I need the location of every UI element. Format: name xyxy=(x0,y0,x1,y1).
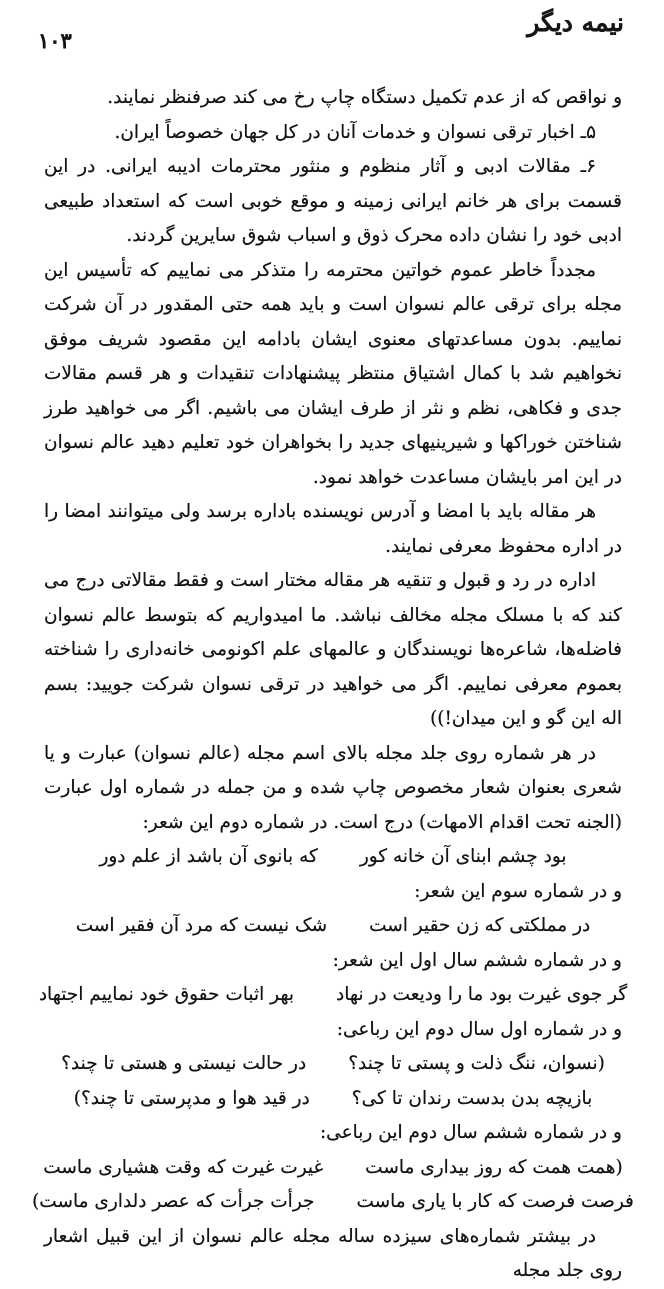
hemistich: فرصت فرصت که کار با یاری ماست xyxy=(356,1191,634,1212)
document-body xyxy=(0,53,664,1289)
verse-block xyxy=(38,978,628,1013)
paragraph: و در شماره ششم سال اول این شعر: xyxy=(332,949,622,971)
paragraph: ۵ـ اخبار ترقی نسوان و خدمات آنان در کل جهان خصوصاً ایران. xyxy=(114,121,596,143)
paragraph: و در شماره اول سال دوم این رباعی: xyxy=(336,1018,622,1040)
journal-title: نیمه دیگر xyxy=(527,8,624,37)
page-header xyxy=(0,0,664,53)
hemistich: (همت همت که روز بیداری ماست xyxy=(365,1156,623,1178)
hemistich: بهر اثبات حقوق خود نماییم اجتهاد xyxy=(38,984,295,1005)
paragraph: و در شماره ششم سال دوم این رباعی: xyxy=(319,1122,622,1143)
hemistich: بود چشم ابنای آن خانه کور xyxy=(359,846,567,867)
verse-block xyxy=(44,840,622,875)
verse-block xyxy=(44,1047,622,1116)
paragraph: اداره در رد و قبول و تنقیه هر مقاله مختار است و فقط مقالاتی درج می کند که با مسلک مجله مخالف نباشد. ما امیدواریم که بتوسط عالم نسوان فاضله‌ها، شاعره‌ها نویسندگان و عالمهای علم اکونومی خانه‌داری را شناخته بعموم معرفی نماییم. اگر می خواهید در ترقی نسوان شرکت جویید: بسم اله این گو و این میدان!)) xyxy=(44,570,622,729)
paragraph: هر مقاله باید با امضا و آدرس نویسنده باداره برسد ولی میتوانند امضا را در اداره محفوظ معرفی نمایند. xyxy=(44,501,622,557)
verse-block xyxy=(44,909,622,944)
paragraph: ۶ـ مقالات ادبی و آثار منظوم و منثور محترمات ادیبه ایرانی. در این قسمت برای هر خانم ایرانی زمینه و موقع خوبی است که استعداد طبیعی ادبی خود را نشان داده محرک ذوق و اسباب شوق سایرین گردند. xyxy=(44,156,622,246)
verse-line xyxy=(44,840,622,875)
hemistich: (نسوان، ننگ ذلت و پستی تا چند؟ xyxy=(348,1053,605,1074)
paragraph: و در شماره سوم این شعر: xyxy=(414,880,622,902)
hemistich: در قید هوا و مدپرستی تا چند؟) xyxy=(73,1087,310,1109)
verse-line xyxy=(32,1185,634,1220)
verse-line xyxy=(38,978,628,1013)
verse-line xyxy=(44,1047,622,1082)
hemistich: در مملکتی که زن حقیر است xyxy=(369,915,591,936)
hemistich: گر جوی غیرت بود ما را ودیعت در نهاد xyxy=(336,984,628,1005)
verse-line xyxy=(44,909,622,944)
hemistich: که بانوی آن باشد از علم دور xyxy=(99,846,318,867)
paragraph: و نواقص که از عدم تکمیل دستگاه چاپ رخ می کند صرفنظر نمایند. xyxy=(107,87,622,108)
page-number: ۱۰۳ xyxy=(38,28,72,53)
paragraph: مجدداً خاطر عموم خواتین محترمه را متذکر می نماییم که تأسیس این مجله برای ترقی عالم نسوان است و باید همه حتی المقدور در آن شرکت نماییم. بدون مساعدتهای معنوی ایشان بادامه این مقصود شریف موفق نخواهیم شد با کمال اشتیاق منتظر پیشنهادات تنقیدات و هر قسم مقالات جدی و فکاهی، نظم و نثر از طرف ایشان می باشیم. اگر می خواهید طرز شناختن خوراکها و شیرینیهای جدید را بخواهران خود تعلیم دهید عالم نسوان در این امر بایشان مساعدت خواهد نمود. xyxy=(44,259,622,488)
hemistich: غیرت غیرت که وقت هشیاری ماست xyxy=(43,1156,324,1178)
verse-line xyxy=(44,1082,622,1117)
paragraph: در بیشتر شماره‌های سیزده ساله مجله عالم نسوان از این قبیل اشعار روی جلد مجله xyxy=(44,1225,622,1281)
hemistich: شک نیست که مرد آن فقیر است xyxy=(75,915,328,936)
verse-line xyxy=(44,1151,622,1186)
paragraph: در هر شماره روی جلد مجله بالای اسم مجله (عالم نسوان) عبارت و یا شعری بعنوان شعار مخصوص چاپ شده و من جمله در شماره اول عبارت (الجنه تحت اقدام الامهات) درج است. در شماره دوم این شعر: xyxy=(44,742,622,833)
hemistich: جرأت جرأت که عصر دلداری ماست) xyxy=(32,1191,315,1212)
hemistich: بازیچه بدن بدست رندان تا کی؟ xyxy=(351,1087,593,1109)
verse-block xyxy=(32,1151,634,1220)
hemistich: در حالت نیستی و هستی تا چند؟ xyxy=(61,1053,307,1074)
